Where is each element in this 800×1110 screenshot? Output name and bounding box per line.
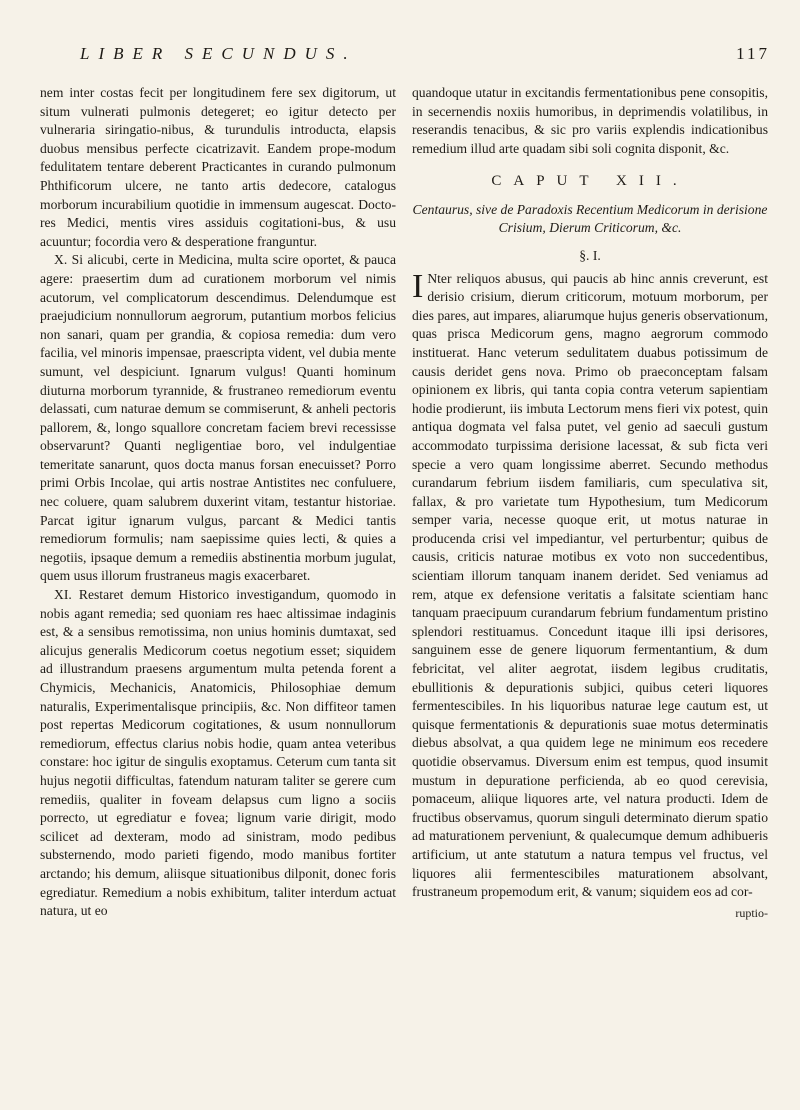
left-paragraph-1: nem inter costas fecit per longitudinem fere sex digitorum, ut situm vulnerati pulmonis detegeret; eo igitur detecto per vulneraria siringatio-nibus, & turundulis introducta, elapsis duobus mensibus perfecte cicatrizavit. Eandem prope-modum fedulitatem tentare deberent Practicantes in curando pulmonum Phthificorum ulcere, ne tanto artis dedecore, catalogus morborum incurabilium quotidie in immensum augescat. Docto-res Medici, mentis vires assiduis cogitationi-bus, & usu acuuntur; focordia vero & desperatione franguntur. (40, 85, 396, 249)
catchword: ruptio- (735, 905, 768, 920)
left-paragraph-3: XI. Restaret demum Historico investigandum, quomodo in nobis agant remedia; sed quoniam res haec altissimae indaginis est, & a sensibus remotissima, non unius hominis dumtaxat, sed alicujus generalis Medicorum coetus negotium esset; siquidem ad illustrandum praesens argumentum multa petenda forent a Chymicis, Mechanicis, Anatomicis, Philosophiae demum naturalis, Experimentalisque principiis, &c. Non diffiteor tamen post repertas Medicorum cogitationes, & usum nonnullorum remediorum, effectus clarius nobis hodie, quam antea veteribus constare: hoc igitur de singulis exoptamus. Ceterum cum tanta sit hujus negotii difficultas, fatendum naturam taliter se gerere cum remediis, qualiter in foveam delapsus cum ligno a sociis porrecto, ut egrediatur e fovea; lignum varie dirigit, modo scilicet ad dexteram, modo ad sinistram, modo pedibus substernendo, modo parieti figendo, modo manibus fortiter arctando; his demum, aliisque situationibus dilponit, donec foris egrediatur. Remedium a nobis exhibitum, taliter interdum actuat natura, ut eo (40, 587, 396, 919)
right-paragraph-2-text: Nter reliquos abusus, qui paucis ab hinc annis creverunt, est derisio crisium, dierum criticorum, motuum morborum, per dies pares, aut impares, aliarumque hujus generis observationum, quas prisca Medicorum gens, magno aegrorum commodo instituerat. Hanc veterum sedulitatem duabus potissimum de causis deridet gens nova. Primo ob praeconceptam falsam opinionem ex libris, qui tanta copia contra veterum sapientiam hodie prodierunt, iis imbuta Lectorum mens fieri vix potest, quin antiqua dogmata vel falsa putet, vel genio ad saeculi gustum accommodato turpissima derisione lacessat, & sub ficta veri specie a vero quam longissime aberret. Secundo methodus curandarum febrium iisdem familiaris, cum speculativa sit, fallax, & pro varietate tum Hypothesium, tum Medicorum semper varia, necesse quoque erit, ut motus naturae in producenda crisi vel impediantur, vel perturbentur; quibus de causis, criticis naturae motibus ex voto non succedentibus, scientiam illorum tanquam inanem deridet. Sed veniamus ad rem, atque ex defensione veritatis a falsitate scientiam hanc tanquam praecipuum curandarum febrium fundamentum pristino splendori restituamus. Concedunt itaque illi ipsi derisores, sanguinem esse de genere liquorum fermentantium, & dum febricitat, vel aliter aegrotat, iisdem legibus cruditatis, ebullitionis & depurationis subjici, quibus ceteri liquores fermentescibiles. In his liquoribus naturae lege cautum est, ut quisque fermentationis & depurationis suae motus determinatis diebus absolvat, a qua quidem lege ne minimum eos recedere quotidie observamus. Diversum enim est tempus, quod insumit mustum in depuratione perficienda, ab eo quod cerevisia, pomaceum, aliique liquores arte, vel natura producti. Idem de fructibus observamus, quorum singuli determinato dierum spatio ad maturationem perveniunt, & qualecumque demum adhibueris artificium, ut ante statutum a natura tempus vel fructus, vel liquores alii fermentescibiles maturationem absolvant, frustraneum propemodum erit, & vanum; siquidem eos ad cor- (412, 270, 768, 900)
left-paragraph-2: X. Si alicubi, certe in Medicina, multa scire oportet, & pauca agere: praesertim dum ad curationem morborum vel nimis acutorum, vel complicatorum descendimus. Delendumque est praejudicium nonnullorum aegrorum, putantium morbos felicius non sanari, quam per grandia, & copiosa remedia: dum vero facilia, vel minoris impensae, praescripta vident, vel dubia mente sumunt, vel despiciunt. Ignarum vulgus! Quanti hominum diuturna morborum tyrannide, & frustraneo remediorum eventu delassati, cum naturae demum se commiserunt, & anheli pectoris pallorem, &, longo squallore concretam faciem brevi recessisse observarunt? Quanti negligentiae boro, vel indulgentiae temeritate sanarunt, quos docta manus forsan enecuisset? Porro primi Orbis Incolae, qui artis nostrae Antistites nec confuluere, nec coluere, quam salubrem duxerint vitam, testantur historiae. Parcat igitur ignarum vulgus, parcant & Medici tantis remediorum formulis; nam saepissime quies lecti, & quies a negotiis, ipsaque demum a remediis abstinentia morbum jugulat, quem usus illorum frustraneus magis exacerbaret. (40, 252, 396, 584)
chapter-heading: CAPUT XII. (491, 173, 689, 190)
section-mark: §. I. (579, 247, 601, 263)
right-column (412, 84, 768, 922)
right-paragraph-1: quandoque utatur in excitandis fermentationibus pene consopitis, in secernendis noxiis humoribus, in deprimendis volatilibus, in reserandis tenacibus, & sic pro variis explendis indicationibus remedium illud arte quadam sibi soli cognita disponit, &c. (412, 85, 768, 156)
drop-cap: I (412, 267, 424, 305)
page-header (40, 38, 770, 78)
left-column (40, 84, 396, 921)
right-paragraph-2 (412, 267, 768, 902)
chapter-subtitle: Centaurus, sive de Paradoxis Recentium Medicorum in derisione Crisium, Dierum Criticorum, &c. (412, 201, 768, 235)
running-title: LIBER SECUNDUS. (80, 44, 357, 63)
page-number: 117 (736, 44, 770, 63)
